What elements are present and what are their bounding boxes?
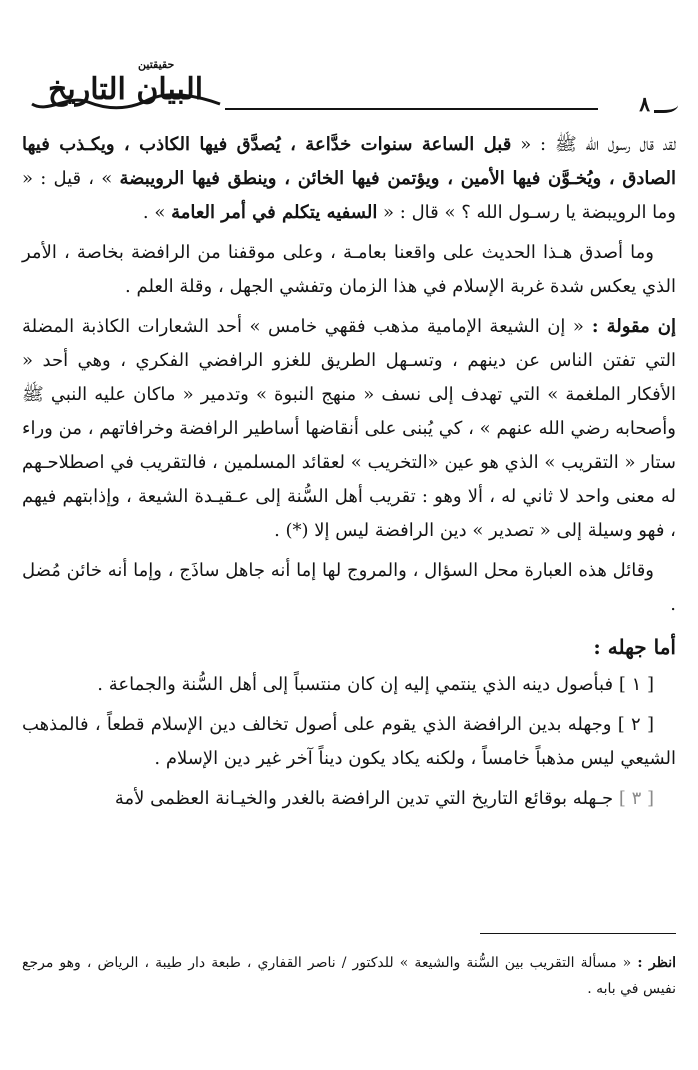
paragraph-segment: » . [142, 202, 172, 223]
paragraph [22, 236, 676, 304]
list-item [22, 782, 676, 816]
paragraph-segment: « إن الشيعة الإمامية مذهب فقهي خامس » أحد الشعارات الكاذبة المضلة التي تفتن الناس عن دينهم ، وتسـهل الطريق للغزو الرافضي الفكري ، وهي أحد « الأفكار الملغمة » التي تهدف إلى نسف « منهج النبوة » وتدمير « ماكان عليه النبي ﷺ وأصحابه رضي الله عنهم » ، كي يُبنى على أنقاضها أساطير الرافضة وخرافاتهم ، من وراء ستار « التقريب » الذي هو عين «التخريب » لعقائد المسلمين ، فالتقريب في اصطلاحـهم له معنى واحد لا ثاني له ، ألا وهو : تقريب أهل السُّنة إلى عـقيـدة الشيعة ، وإذابتهم فيهم ، فهو وسيلة إلى « تصدير » دين الرافضة ليس إلا (*) . [22, 316, 676, 541]
paragraph-segment: إن مقولة : [583, 316, 676, 337]
paragraph [22, 554, 676, 622]
list-item [22, 668, 676, 702]
list-item-number: [ ٣ ] [618, 788, 654, 809]
section-heading: أما جهله : [593, 635, 676, 659]
header-rule [225, 108, 598, 110]
list-item-text: فبأصول دينه الذي ينتمي إليه إن كان منتسباً إلى أهل السُّنة والجماعة . [97, 674, 614, 695]
page-number: ٨ [639, 92, 650, 116]
paragraph-segment: لقد قال رسول الله ﷺ : « [511, 134, 676, 155]
paragraph-segment: » ، قيل : « وما الرويبضة يا رسـول الله ؟ » قال : « [22, 168, 676, 223]
list-item-number: [ ١ ] [618, 674, 654, 695]
list-item-text: وجهله بدين الرافضة الذي يقوم على أصول تخالف دين الإسلام قطعاً ، فالمذهب الشيعي ليس مذهباً خامساً ، ولكنه يكاد يكون ديناً آخر غير دين الإسلام . [22, 714, 676, 769]
paragraph-segment: قبل الساعة سنوات خدَّاعة ، يُصدَّق فيها الكاذب ، ويكـذب فيها الصادق ، ويُخـوَّن فيها الأمين ، ويؤتمن فيها الخائن ، وينطق فيها الرويبضة [22, 134, 676, 189]
footnote-rule [480, 933, 676, 934]
paragraph-segment: وقائل هذه العبارة محل السؤال ، والمروج لها إما أنه جاهل ساذَج ، وإما أنه خائن مُضل . [22, 560, 676, 615]
list-item-text: جـهله بوقائع التاريخ التي تدين الرافضة بالغدر والخيـانة العظمى لأمة [114, 788, 614, 809]
logo-swash-icon [28, 92, 224, 112]
footnote [22, 950, 676, 1002]
list-item-number: [ ٢ ] [617, 714, 655, 735]
main-text [22, 128, 676, 822]
footnote-label: انظر : [637, 955, 676, 971]
header-ornament [654, 100, 678, 113]
paragraph [22, 128, 676, 230]
footnote-text: « مسألة التقريب بين السُّنة والشيعة » للدكتور / ناصر القفاري ، طبعة دار طيبة ، الرياض ، وهو مرجع نفيس في بابه . [22, 955, 676, 997]
paragraph-segment: السفيه يتكلم في أمر العامة [171, 202, 378, 223]
paragraph [22, 310, 676, 548]
logo-main-text: البيان التاريخ [48, 72, 204, 107]
logo-top-text: حقيقتين [138, 58, 175, 71]
paragraph-segment: وما أصدق هـذا الحديث على واقعنا بعامـة ، وعلى موقفنا من الرافضة بخاصة ، الأمر الذي يعكس شدة غربة الإسلام في هذا الزمان وتفشي الجهل ، وقلة العلم . [22, 242, 676, 297]
page-header [20, 58, 680, 118]
list-item [22, 708, 676, 776]
journal-logo [28, 58, 224, 118]
